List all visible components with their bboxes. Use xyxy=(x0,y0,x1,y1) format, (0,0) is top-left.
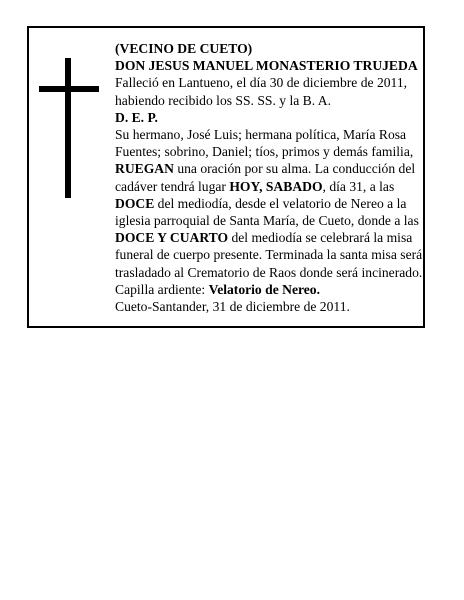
family-text: Su hermano, José Luis; hermana política, María Rosa Fuentes; sobrino, Daniel; tíos, primos y demás familia, xyxy=(115,127,414,160)
deceased-name: DON JESUS MANUEL MONASTERIO TRUJEDA xyxy=(115,58,418,74)
body-text-5: del mediodía se celebrará la misa funeral de cuerpo presente. Terminada la santa misa será trasladado al Crematorio de Raos donde será incinerado. Capilla ardiente: xyxy=(115,230,423,297)
hoy-sabado-text: HOY, SABADO xyxy=(229,178,323,194)
obituary-notice xyxy=(27,26,425,328)
notice-text xyxy=(115,40,423,315)
dep-line: D. E. P. xyxy=(115,109,158,125)
body-text-2: una oración por su alma. La conducción del cadáver tendrá lugar xyxy=(115,161,416,194)
doce-y-cuarto-text: DOCE Y CUARTO xyxy=(115,230,229,246)
cross-vertical-bar xyxy=(65,58,71,198)
doce-text: DOCE xyxy=(115,195,155,211)
cross-horizontal-bar xyxy=(39,86,99,92)
cross-icon xyxy=(39,58,99,198)
notice-body xyxy=(115,126,423,298)
notice-footer: Cueto-Santander, 31 de diciembre de 2011. xyxy=(115,299,350,315)
body-text-3: , día 31, a las xyxy=(322,178,395,194)
death-statement: Falleció en Lantueno, el día 30 de diciembre de 2011, habiendo recibido los SS. SS. y la B. A. xyxy=(115,75,408,108)
ruegan-text: RUEGAN xyxy=(115,161,174,177)
velatorio-text: Velatorio de Nereo. xyxy=(208,281,320,297)
body-text-4: del mediodía, desde el velatorio de Nereo a la iglesia parroquial de Santa María, de Cueto, donde a las xyxy=(115,195,419,229)
notice-header: (VECINO DE CUETO) xyxy=(115,41,253,56)
